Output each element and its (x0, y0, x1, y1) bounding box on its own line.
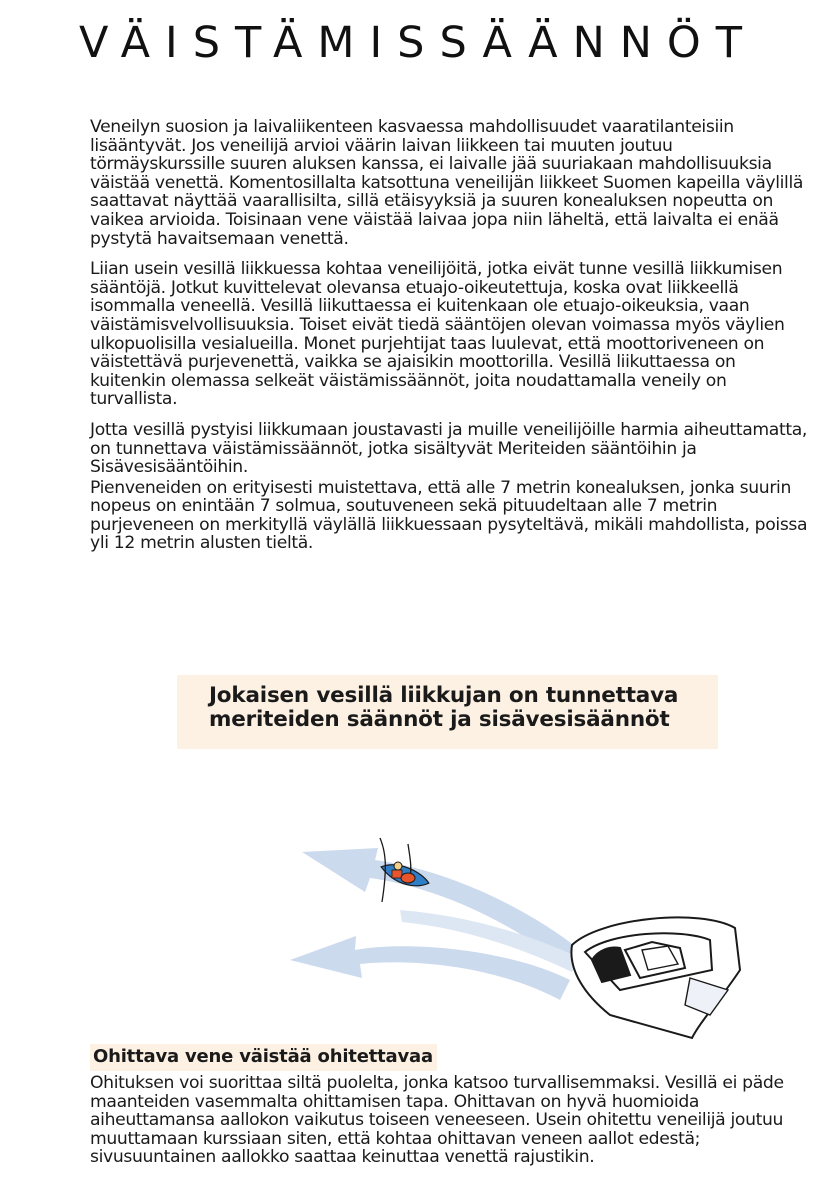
wake-arrows-icon (290, 848, 580, 1000)
callout-text: Jokaisen vesillä liikkujan on tunnettava meriteiden säännöt ja sisävesisäännöt (209, 683, 679, 732)
callout-box (177, 675, 718, 749)
page-title: VÄISTÄMISSÄÄNNÖT (78, 18, 758, 68)
kayak-icon (379, 838, 431, 902)
motorboat-icon (571, 917, 740, 1038)
intro-paragraph-3: Jotta vesillä pystyisi liikkumaan joustavasti ja muille veneilijöille harmia aiheuttamatta, on tunnettava väistämissäännöt, jotka sisältyvät Meriteiden sääntöihin ja Sisävesisääntöihin. (90, 419, 808, 478)
intro-paragraph-2: Liian usein vesillä liikkuessa kohtaa veneilijöitä, jotka eivät tunne vesillä liikkumisen sääntöjä. Jotkut kuvittelevat olevansa etuajo-oikeutettuja, koska ovat liikkeellä isommalla veneellä. Vesillä liikuttaessa ei kuitenkaan ole etuajo-oikeuksia, vaan väistämisvelvollisuuksia. Toiset eivät tiedä sääntöjen olevan voimassa myös väylien ulkopuolisilla vesialueilla. Monet purjehtijat taas luulevat, että moottoriveneen on väistettävä purjevenettä, vaikka se ajaisikin moottorilla. Vesillä liikuttaessa on kuitenkin olemassa selkeät väistämissäännöt, joita noudattamalla veneily on turvallista. (90, 259, 785, 410)
overtaking-boats-illustration (280, 800, 760, 1050)
section-text: Ohituksen voi suorittaa siltä puolelta, jonka katsoo turvallisemmaksi. Vesillä ei päde maanteiden vasemmalta ohittamisen tapa. Ohittavan on hyvä huomioida aiheuttamansa aallokon vaikutus toiseen veneeseen. Usein ohitettu veneilijä joutuu muuttamaan kurssiaan siten, että kohtaa ohittavan veneen aallot edestä; sivusuuntainen aallokko saattaa keinuttaa venettä rajustikin. (90, 1073, 784, 1168)
intro-paragraph-4: Pienveneiden on erityisesti muistettava, että alle 7 metrin konealuksen, jonka suurin nopeus on enintään 7 solmua, soutuveneen sekä pituudeltaan alle 7 metrin purjeveneen on merkityllä väylällä liikkuessaan pysyteltävä, mikäli mahdollista, poissa yli 12 metrin alusten tieltä. (90, 477, 808, 554)
section-heading: Ohittava vene väistää ohitettavaa (90, 1044, 437, 1071)
intro-text (90, 118, 812, 565)
illustration-svg (280, 800, 760, 1050)
intro-paragraph-1: Veneilyn suosion ja laivaliikenteen kasvaessa mahdollisuudet vaaratilanteisiin lisääntyvät. Jos veneilijä arvioi väärin laivan liikkeen tai muuten joutuu törmäyskurssille suuren aluksen kanssa, ei laivalle jää suuriakaan mahdollisuuksia väistää venettä. Komentosillalta katsottuna veneilijän liikkeet Suomen kapeilla väylillä saattavat näyttää vaarallisilta, sillä etäisyyksiä ja suuren konealuksen nopeutta on vaikea arvioida. Toisinaan vene väistää laivaa jopa niin läheltä, että laivalta ei enää pystytä havaitsemaan venettä. (90, 117, 804, 249)
